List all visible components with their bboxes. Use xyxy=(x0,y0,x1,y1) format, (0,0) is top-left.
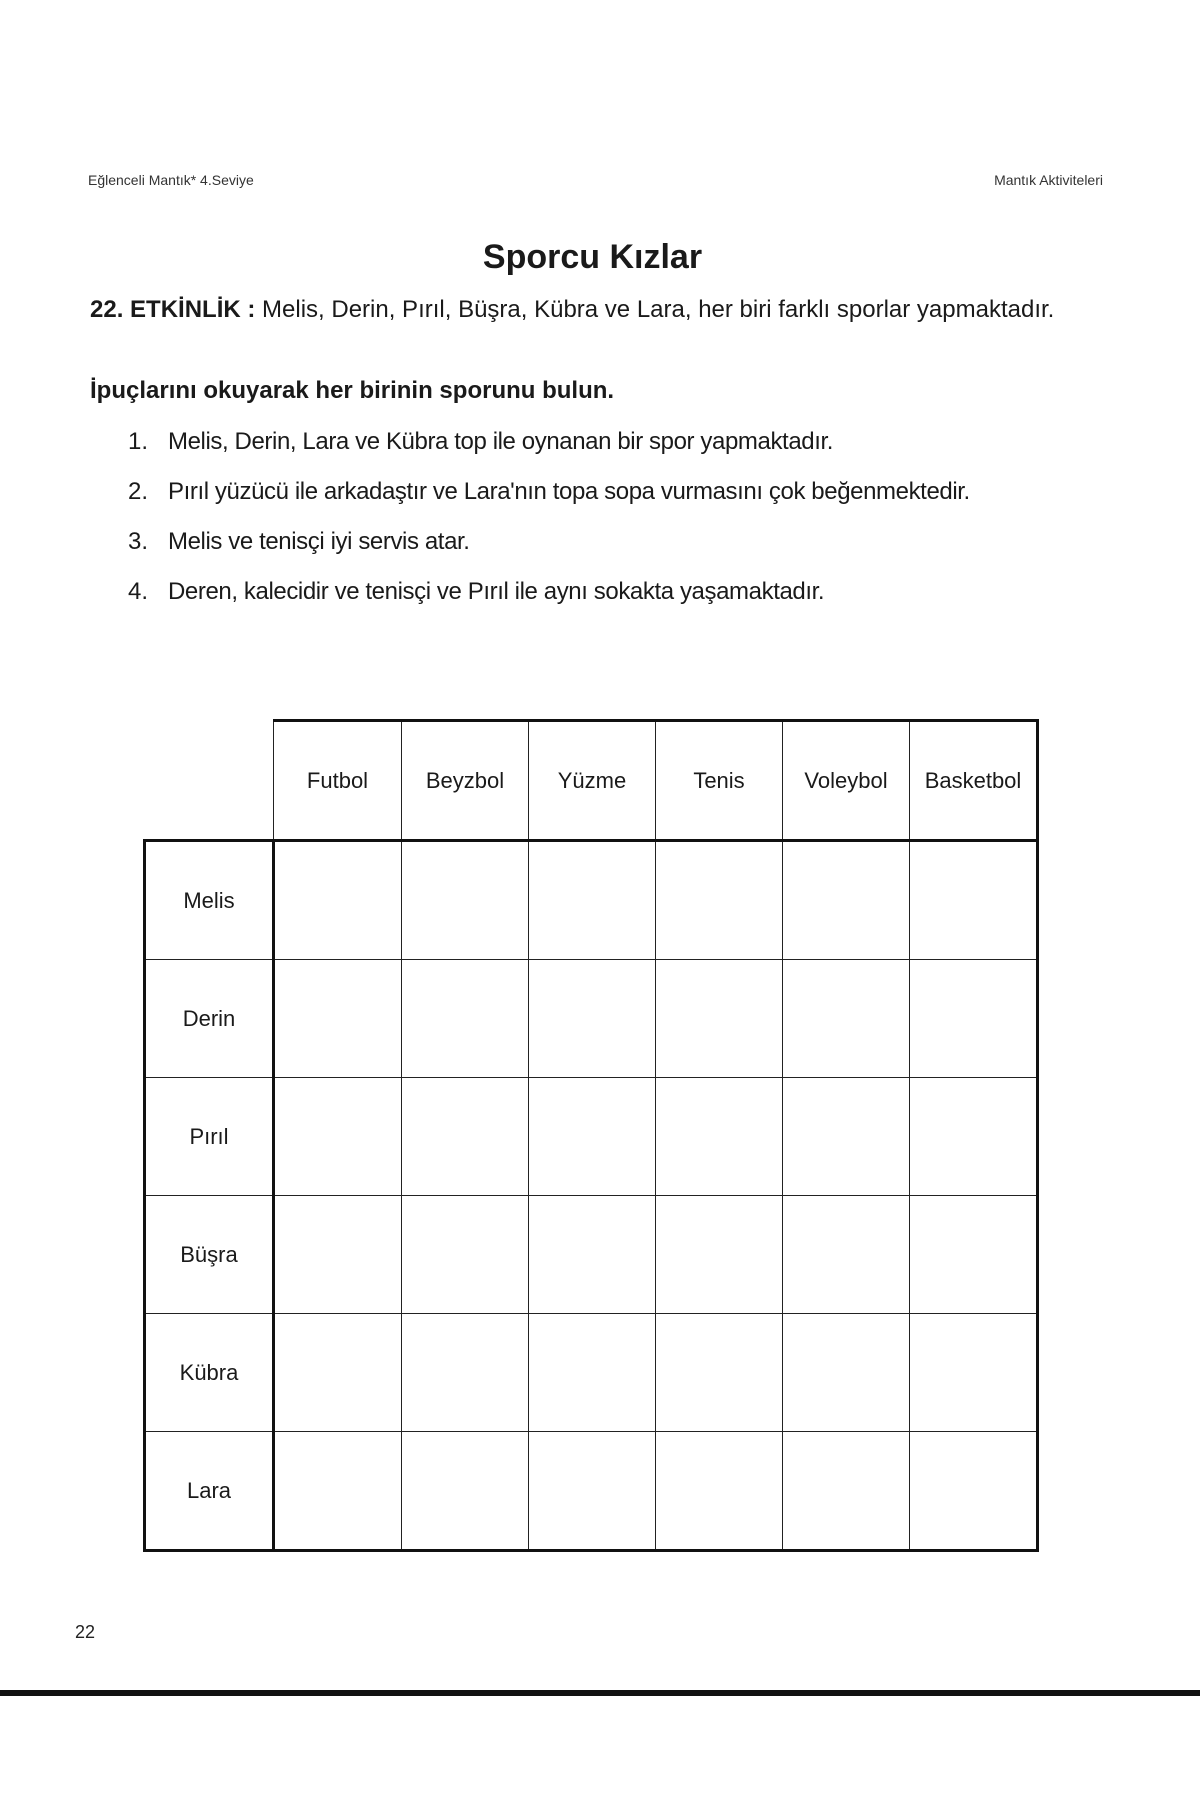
grid-cell[interactable] xyxy=(402,841,529,960)
column-header-voleybol: Voleybol xyxy=(783,721,910,841)
column-header-tenis: Tenis xyxy=(656,721,783,841)
grid-row-busra xyxy=(145,1196,1038,1314)
grid-row-piril xyxy=(145,1078,1038,1196)
grid-cell[interactable] xyxy=(274,960,402,1078)
grid-cell[interactable] xyxy=(274,841,402,960)
grid-cell[interactable] xyxy=(910,841,1038,960)
grid-cell[interactable] xyxy=(402,960,529,1078)
header-right: Mantık Aktiviteleri xyxy=(994,172,1103,188)
grid-cell[interactable] xyxy=(783,960,910,1078)
grid-cell[interactable] xyxy=(783,1078,910,1196)
grid-cell[interactable] xyxy=(656,1314,783,1432)
grid-cell[interactable] xyxy=(402,1196,529,1314)
clue-text: Deren, kalecidir ve tenisçi ve Pırıl ile aynı sokakta yaşamaktadır. xyxy=(168,578,825,605)
page-number: 22 xyxy=(75,1622,96,1642)
row-header-lara: Lara xyxy=(145,1432,274,1551)
grid-cell[interactable] xyxy=(529,1196,656,1314)
row-header-kubra: Kübra xyxy=(145,1314,274,1432)
grid-cell[interactable] xyxy=(910,1196,1038,1314)
row-header-melis: Melis xyxy=(145,841,274,960)
activity-label: 22. ETKİNLİK : xyxy=(90,296,256,323)
row-header-derin: Derin xyxy=(145,960,274,1078)
column-header-beyzbol: Beyzbol xyxy=(402,721,529,841)
grid-cell[interactable] xyxy=(910,1314,1038,1432)
clue-number: 4. xyxy=(128,578,149,605)
grid-cell[interactable] xyxy=(783,841,910,960)
grid-cell[interactable] xyxy=(402,1314,529,1432)
instruction: İpuçlarını okuyarak her birinin sporunu bulun. xyxy=(90,377,615,404)
clue-text: Melis ve tenisçi iyi servis atar. xyxy=(168,528,470,555)
clue-text: Melis, Derin, Lara ve Kübra top ile oynanan bir spor yapmaktadır. xyxy=(168,428,834,455)
clue-number: 1. xyxy=(128,428,149,455)
grid-cell[interactable] xyxy=(529,1078,656,1196)
clue-list xyxy=(128,425,1128,625)
row-header-busra: Büşra xyxy=(145,1196,274,1314)
grid-cell[interactable] xyxy=(274,1196,402,1314)
grid-cell[interactable] xyxy=(656,1196,783,1314)
grid-row-derin xyxy=(145,960,1038,1078)
grid-header-row xyxy=(145,721,1038,841)
activity-intro xyxy=(90,293,1098,326)
grid-row-kubra xyxy=(145,1314,1038,1432)
grid-cell[interactable] xyxy=(274,1078,402,1196)
grid-cell[interactable] xyxy=(656,1432,783,1551)
clue-item xyxy=(128,525,1128,575)
grid-cell[interactable] xyxy=(529,960,656,1078)
grid-cell[interactable] xyxy=(529,841,656,960)
column-header-futbol: Futbol xyxy=(274,721,402,841)
grid-cell[interactable] xyxy=(783,1432,910,1551)
grid-cell[interactable] xyxy=(402,1432,529,1551)
grid-row-lara xyxy=(145,1432,1038,1551)
grid-cell[interactable] xyxy=(656,841,783,960)
grid-cell[interactable] xyxy=(783,1196,910,1314)
grid-cell[interactable] xyxy=(656,960,783,1078)
clue-number: 3. xyxy=(128,528,149,555)
grid-corner xyxy=(145,721,274,841)
grid-cell[interactable] xyxy=(529,1314,656,1432)
activity-text: Melis, Derin, Pırıl, Büşra, Kübra ve Lara, her biri farklı sporlar yapmaktadır. xyxy=(262,296,1055,323)
grid-cell[interactable] xyxy=(274,1432,402,1551)
clue-text: Pırıl yüzücü ile arkadaştır ve Lara'nın topa sopa vurmasını çok beğenmektedir. xyxy=(168,478,970,505)
grid-cell[interactable] xyxy=(529,1432,656,1551)
clue-item xyxy=(128,475,1128,525)
grid-cell[interactable] xyxy=(402,1078,529,1196)
grid-cell[interactable] xyxy=(783,1314,910,1432)
page-title: Sporcu Kızlar xyxy=(482,238,703,276)
column-header-yuzme: Yüzme xyxy=(529,721,656,841)
row-header-piril: Pırıl xyxy=(145,1078,274,1196)
footer-rule xyxy=(0,1690,1200,1696)
header-left: Eğlenceli Mantık* 4.Seviye xyxy=(88,172,254,188)
logic-grid xyxy=(143,719,1039,1552)
grid-cell[interactable] xyxy=(910,960,1038,1078)
clue-item xyxy=(128,425,1128,475)
clue-number: 2. xyxy=(128,478,149,505)
grid-cell[interactable] xyxy=(274,1314,402,1432)
grid-cell[interactable] xyxy=(910,1078,1038,1196)
grid-cell[interactable] xyxy=(656,1078,783,1196)
column-header-basketbol: Basketbol xyxy=(910,721,1038,841)
grid-cell[interactable] xyxy=(910,1432,1038,1551)
grid-row-melis xyxy=(145,841,1038,960)
clue-item xyxy=(128,575,1128,625)
